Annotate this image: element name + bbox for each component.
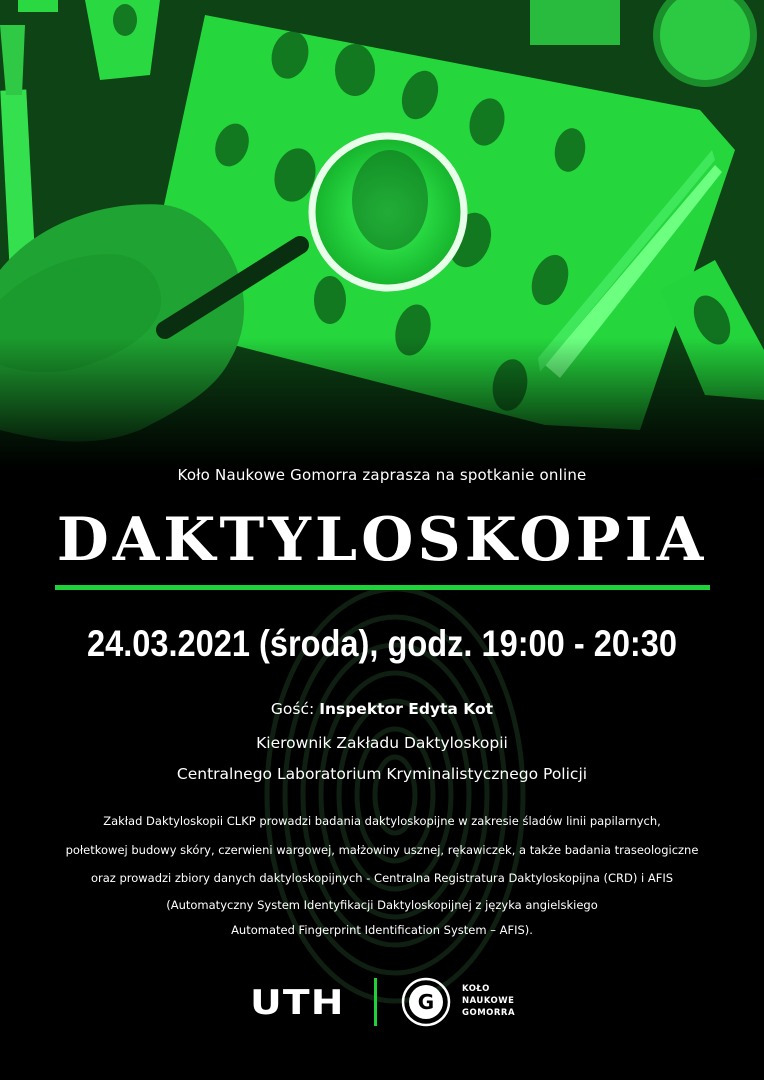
guest-name: Inspektor Edyta Kot: [319, 700, 494, 718]
page-title: DAKTYLOSKOPIA: [56, 505, 708, 575]
uth-logo: UTH: [250, 983, 345, 1023]
logo-text-line: NAUKOWE: [462, 996, 515, 1006]
guest-label: Gość:: [270, 700, 315, 718]
description-line: Zakład Daktyloskopii CLKP prowadzi badania daktyloskopijne w zakresie śladów linii papilarnych,: [103, 814, 661, 828]
event-date: 24.03.2021 (środa), godz. 19:00 - 20:30: [87, 623, 677, 664]
guest-role-line-2: Centralnego Laboratorium Kryminalistycznego Policji: [176, 765, 588, 783]
intro-text: Koło Naukowe Gomorra zaprasza na spotkanie online: [177, 466, 587, 484]
badge-letter: G: [417, 990, 435, 1014]
guest-line: [0, 700, 764, 718]
logo-bar: [0, 975, 764, 1035]
kolo-naukowe-gomorra-logo-text: [462, 983, 515, 1019]
description-line: oraz prowadzi zbiory danych daktyloskopijnych - Centralna Registratura Daktyloskopijna (CRD) i AFIS: [90, 871, 674, 885]
hero-illustration: [0, 0, 764, 470]
logo-text-line: KOŁO: [462, 984, 490, 994]
title-divider: [55, 585, 710, 590]
logo-text-line: GOMORRA: [462, 1008, 516, 1018]
logo-divider: [374, 978, 377, 1026]
description-line: (Automatyczny System Identyfikacji Daktyloskopijnej z języka angielskiego: [166, 898, 598, 912]
description-line: Automated Fingerprint Identification System – AFIS).: [231, 923, 533, 937]
gomorra-badge-icon: [401, 977, 451, 1027]
guest-role-line-1: Kierownik Zakładu Daktyloskopii: [256, 734, 508, 752]
description-line: połetkowej budowy skóry, czerwieni wargowej, małżowiny usznej, rękawiczek, a także badania traseologiczne: [65, 843, 699, 857]
hero-photo: [0, 0, 764, 470]
